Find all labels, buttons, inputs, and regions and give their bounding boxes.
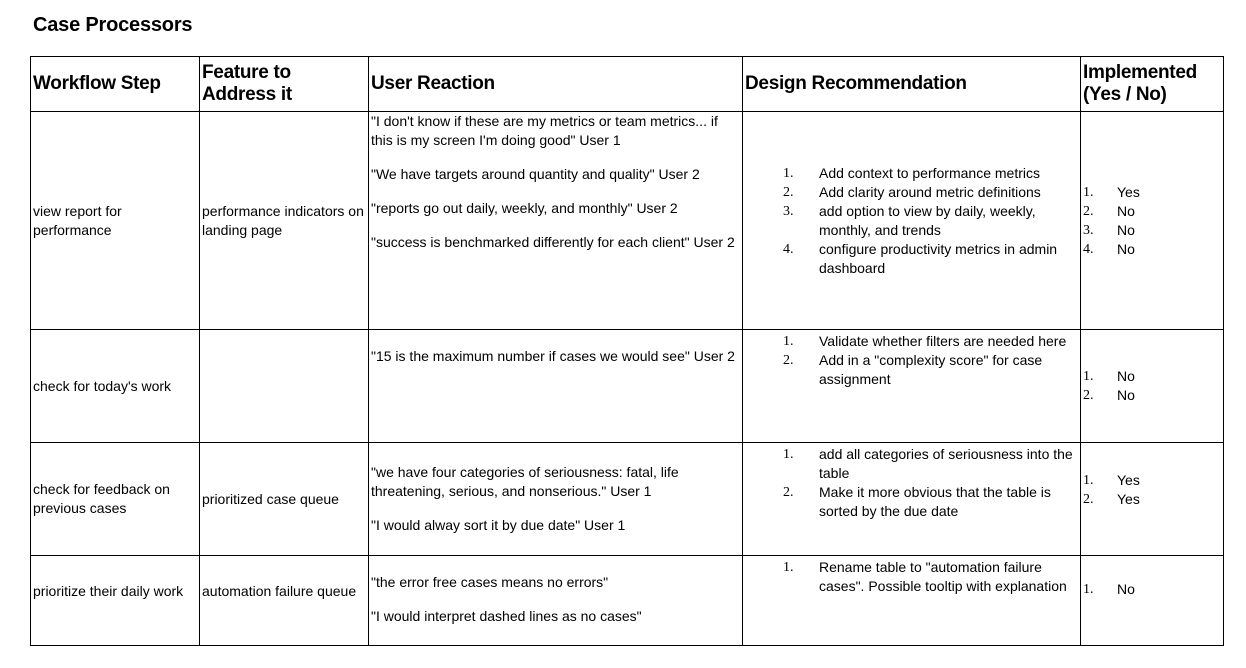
user-quote: "success is benchmarked differently for each client" User 2 — [371, 234, 735, 250]
case-processors-table — [30, 56, 1224, 646]
workflow-step-cell: check for feedback on previous cases — [31, 443, 200, 556]
implemented-list — [1083, 183, 1140, 259]
implemented-item: 1. No — [1083, 581, 1135, 597]
implemented-list — [1083, 367, 1135, 405]
implemented-item: 1. No — [1083, 368, 1135, 384]
recommendation-list — [745, 332, 1078, 389]
user-quote: "We have targets around quantity and quality" User 2 — [371, 166, 700, 182]
workflow-step-cell: check for today's work — [31, 330, 200, 443]
header-implemented: Implemented (Yes / No) — [1081, 57, 1224, 112]
feature-cell — [200, 330, 369, 443]
feature-cell: performance indicators on landing page — [200, 112, 369, 330]
user-reaction-cell — [369, 443, 743, 556]
recommendation-cell — [743, 443, 1081, 556]
workflow-step-cell: view report for performance — [31, 112, 200, 330]
implemented-item: 4. No — [1083, 240, 1135, 257]
implemented-item: 1. Yes — [1083, 472, 1140, 488]
user-reaction-cell — [369, 556, 743, 646]
recommendation-item: 1. Validate whether filters are needed here — [783, 333, 1067, 349]
implemented-cell — [1081, 556, 1224, 646]
recommendation-item: 2. Make it more obvious that the table is sorted by the due date — [783, 484, 1051, 519]
header-design-recommendation: Design Recommendation — [743, 57, 1081, 112]
user-reaction-cell — [369, 330, 743, 443]
user-quote: "I would alway sort it by due date" User 1 — [371, 517, 626, 533]
table-row — [31, 443, 1224, 556]
implemented-item: 1. Yes — [1083, 183, 1140, 200]
implemented-cell — [1081, 112, 1224, 330]
implemented-item: 2. Yes — [1083, 491, 1140, 507]
recommendation-list — [745, 164, 1078, 278]
implemented-item: 2. No — [1083, 202, 1135, 219]
recommendation-cell — [743, 330, 1081, 443]
header-user-reaction: User Reaction — [369, 57, 743, 112]
recommendation-item: 4. configure productivity metrics in admin dashboard — [783, 240, 1058, 276]
table-row — [31, 112, 1224, 330]
implemented-item: 2. No — [1083, 387, 1135, 403]
user-quote: "15 is the maximum number if cases we would see" User 2 — [371, 348, 735, 364]
user-reaction-cell — [369, 112, 743, 330]
recommendation-cell — [743, 112, 1081, 330]
workflow-step-cell: prioritize their daily work — [31, 556, 200, 646]
recommendation-list — [745, 445, 1078, 521]
feature-cell: automation failure queue — [200, 556, 369, 646]
recommendation-item: 2. Add in a "complexity score" for case assignment — [783, 352, 1043, 387]
header-workflow-step: Workflow Step — [31, 57, 200, 112]
implemented-list — [1083, 580, 1135, 599]
header-feature: Feature to Address it — [200, 57, 369, 112]
recommendation-list — [745, 558, 1078, 596]
feature-cell: prioritized case queue — [200, 443, 369, 556]
user-quote: "we have four categories of seriousness: fatal, life threatening, serious, and nonserious." User 1 — [371, 464, 679, 499]
implemented-list — [1083, 471, 1140, 509]
implemented-cell — [1081, 330, 1224, 443]
table-row — [31, 330, 1224, 443]
recommendation-cell — [743, 556, 1081, 646]
table-row — [31, 556, 1224, 646]
recommendation-item: 1. add all categories of seriousness into the table — [783, 446, 1073, 481]
user-quote: "I would interpret dashed lines as no cases" — [371, 608, 642, 624]
recommendation-item: 1. Rename table to "automation failure cases". Possible tooltip with explanation — [783, 559, 1067, 594]
recommendation-item: 2. Add clarity around metric definitions — [783, 183, 1041, 200]
page-title: Case Processors — [33, 14, 193, 36]
implemented-item: 3. No — [1083, 221, 1135, 238]
recommendation-item: 3. add option to view by daily, weekly, monthly, and trends — [783, 202, 1036, 238]
user-quote: "I don't know if these are my metrics or team metrics... if this is my screen I'm doing good" User 1 — [371, 113, 718, 148]
user-quote: "reports go out daily, weekly, and monthly" User 2 — [371, 200, 678, 216]
implemented-cell — [1081, 443, 1224, 556]
table-header-row — [31, 57, 1224, 112]
user-quote: "the error free cases means no errors" — [371, 574, 609, 590]
recommendation-item: 1. Add context to performance metrics — [783, 164, 1040, 181]
